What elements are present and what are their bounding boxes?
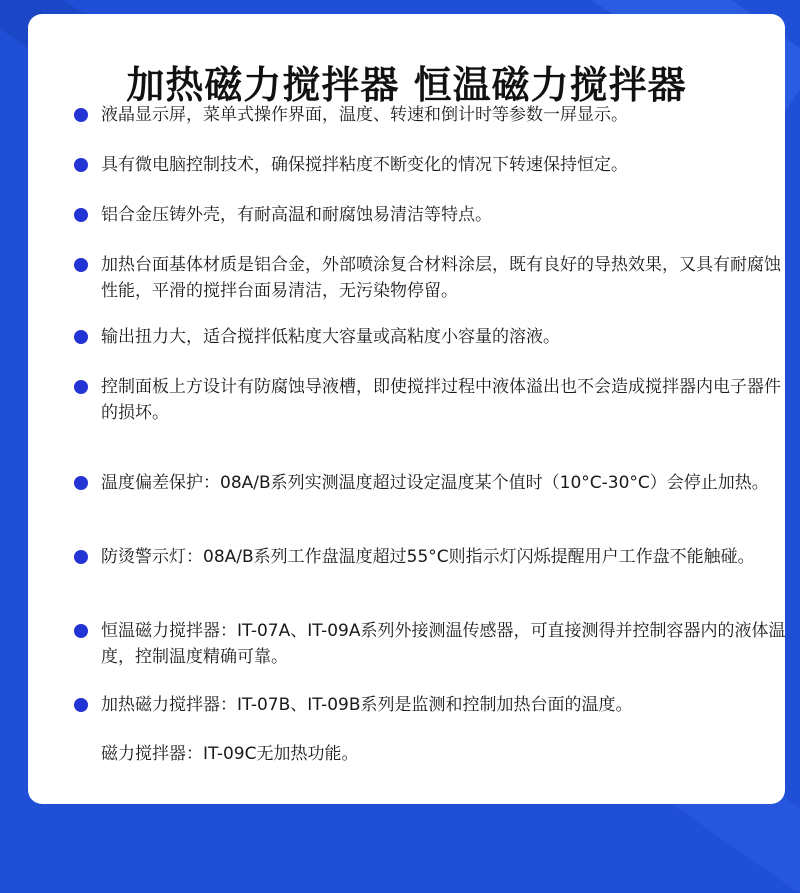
feature-item-warning-light bbox=[74, 544, 786, 570]
feature-item-display bbox=[74, 102, 786, 128]
feature-item-heating-plate bbox=[74, 252, 786, 304]
feature-text: 输出扭力大，适合搅拌低粘度大容量或高粘度小容量的溶液。 bbox=[101, 327, 560, 347]
feature-item-heating-model bbox=[74, 692, 786, 718]
feature-text: 恒温磁力搅拌器：IT-07A、IT-09A系列外接测温传感器，可直接测得并控制容器内的液体温度，控制温度精确可靠。 bbox=[101, 621, 786, 667]
bullet-dot-icon bbox=[74, 380, 88, 394]
bullet-dot-icon bbox=[74, 476, 88, 490]
page-title: 加热磁力搅拌器 恒温磁力搅拌器 bbox=[126, 63, 687, 107]
note-text: 磁力搅拌器：IT-09C无加热功能。 bbox=[101, 744, 359, 764]
feature-text: 具有微电脑控制技术，确保搅拌粘度不断变化的情况下转速保持恒定。 bbox=[101, 155, 628, 175]
feature-item-torque bbox=[74, 324, 786, 350]
bullet-dot-icon bbox=[74, 698, 88, 712]
content-card bbox=[28, 14, 785, 804]
feature-text: 加热台面基体材质是铝合金，外部喷涂复合材料涂层，既有良好的导热效果，又具有耐腐蚀性能，平滑的搅拌台面易清洁，无污染物停留。 bbox=[101, 255, 781, 301]
bullet-dot-icon bbox=[74, 158, 88, 172]
bullet-dot-icon bbox=[74, 108, 88, 122]
bullet-dot-icon bbox=[74, 258, 88, 272]
feature-item-control bbox=[74, 152, 786, 178]
bullet-dot-icon bbox=[74, 330, 88, 344]
feature-text: 温度偏差保护：08A/B系列实测温度超过设定温度某个值时（10°C-30°C）会停止加热。 bbox=[101, 473, 769, 493]
feature-text: 防烫警示灯：08A/B系列工作盘温度超过55°C则指示灯闪烁提醒用户工作盘不能触碰。 bbox=[101, 547, 755, 567]
feature-item-drain-groove bbox=[74, 374, 786, 426]
bullet-dot-icon bbox=[74, 624, 88, 638]
feature-text: 铝合金压铸外壳，有耐高温和耐腐蚀易清洁等特点。 bbox=[101, 205, 492, 225]
feature-text: 加热磁力搅拌器：IT-07B、IT-09B系列是监测和控制加热台面的温度。 bbox=[101, 695, 633, 715]
feature-text: 液晶显示屏，菜单式操作界面，温度、转速和倒计时等参数一屏显示。 bbox=[101, 105, 628, 125]
bullet-dot-icon bbox=[74, 208, 88, 222]
feature-item-constant-temp bbox=[74, 618, 786, 670]
feature-text: 控制面板上方设计有防腐蚀导液槽，即使搅拌过程中液体溢出也不会造成搅拌器内电子器件的损坏。 bbox=[101, 377, 781, 423]
note-item bbox=[74, 741, 786, 767]
feature-item-temp-protection bbox=[74, 470, 786, 496]
bullet-dot-icon bbox=[74, 550, 88, 564]
feature-item-housing bbox=[74, 202, 786, 228]
